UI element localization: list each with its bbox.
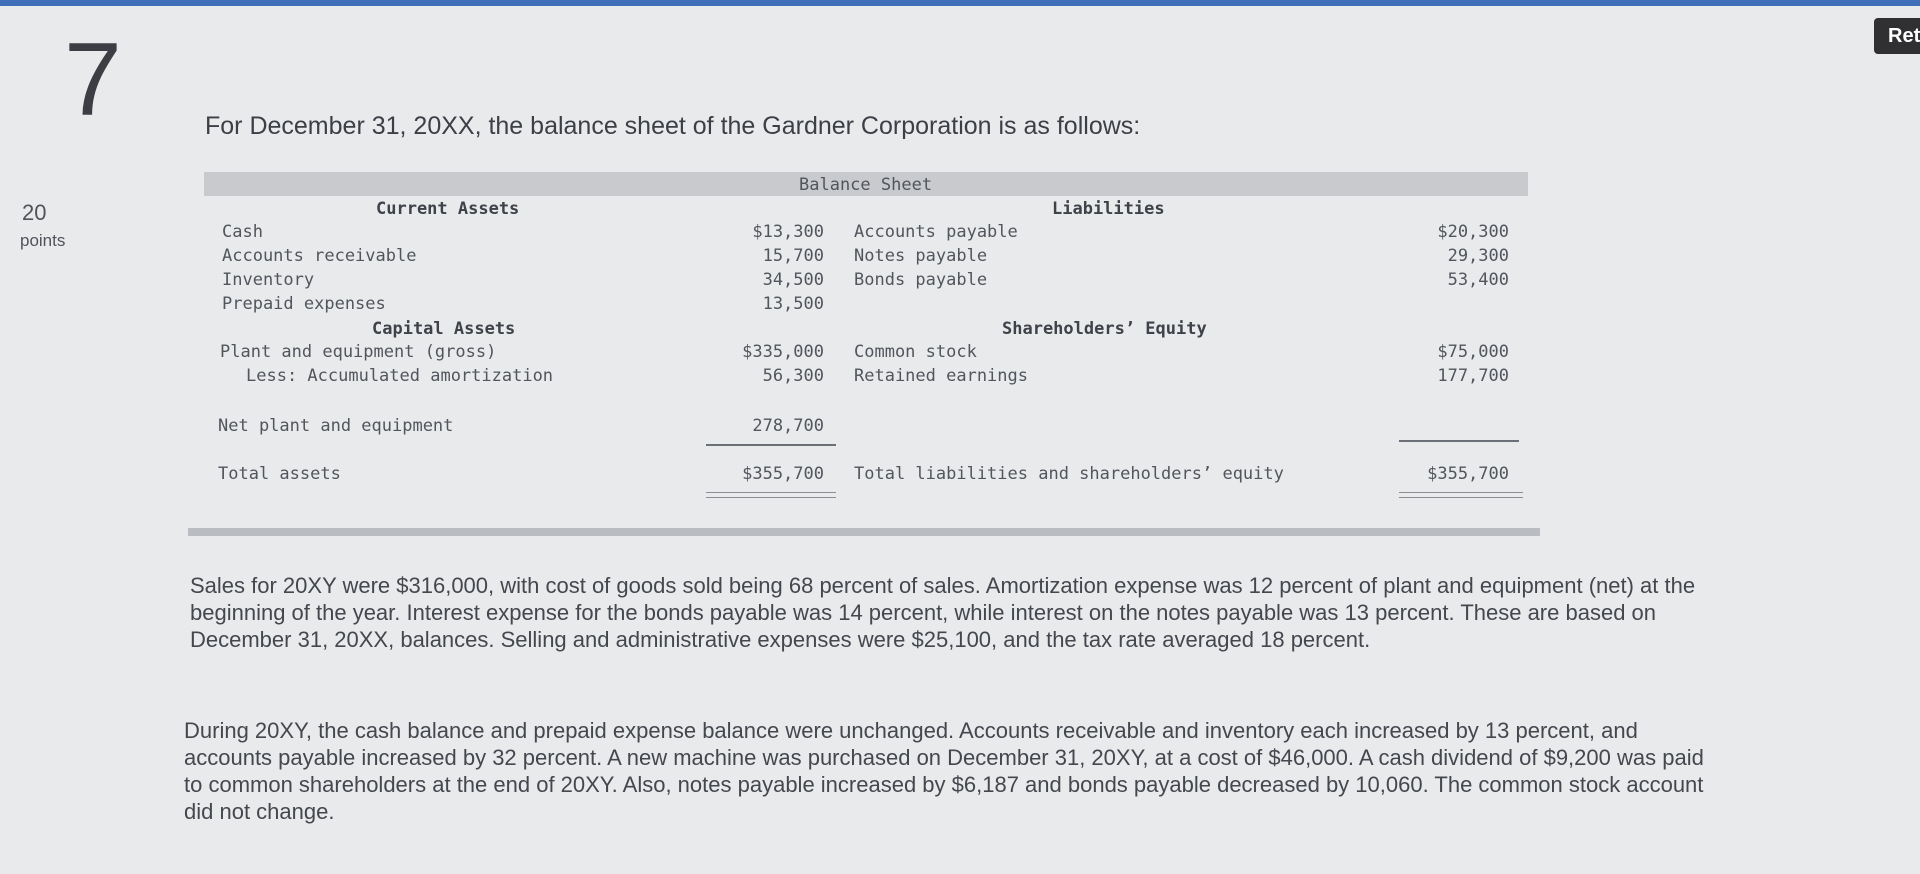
value-plant-equipment: $335,000: [742, 342, 824, 362]
row-label-prepaid-expenses: Prepaid expenses: [222, 294, 386, 314]
question-intro: For December 31, 20XX, the balance sheet of the Gardner Corporation is as follows:: [205, 112, 1141, 140]
row-label-total-assets: Total assets: [218, 464, 341, 484]
capital-assets-header: Capital Assets: [372, 319, 516, 339]
value-accumulated-amortization: 56,300: [762, 366, 824, 386]
row-label-notes-payable: Notes payable: [854, 246, 988, 266]
row-label-plant-equipment: Plant and equipment (gross): [220, 342, 497, 362]
points-label: points: [20, 231, 66, 250]
balance-sheet-title: Balance Sheet: [799, 175, 933, 195]
paragraph-changes-info: During 20XY, the cash balance and prepaid expense balance were unchanged. Accounts receivable and inventory each increased by 13 percent, and accounts payable increased by 32 percent. A new machine was purchased on December 31, 20XY, at a cost of $46,000. A cash dividend of $9,200 was paid to common shareholders at the end of 20XY. Also, notes payable increased by $6,187 and bonds payable decreased by 10,060. The common stock account did not change.: [184, 718, 1704, 824]
row-label-net-plant: Net plant and equipment: [218, 416, 454, 436]
paragraph-sales-info: Sales for 20XY were $316,000, with cost of goods sold being 68 percent of sales. Amortization expense was 12 percent of plant and equipment (net) at the beginning of the year. Interest expense for the bonds payable was 14 percent, while interest on the notes payable was 13 percent. These are based on December 31, 20XX, balances. Selling and administrative expenses were $25,100, and the tax rate averaged 18 percent.: [190, 573, 1696, 652]
value-total-assets: $355,700: [742, 464, 824, 484]
value-bonds-payable: 53,400: [1447, 270, 1509, 290]
shareholders-equity-header: Shareholders’ Equity: [1002, 319, 1207, 339]
value-total-liabilities-equity: $355,700: [1427, 464, 1509, 484]
row-label-inventory: Inventory: [222, 270, 315, 290]
balance-sheet-footer-band: [188, 528, 1540, 536]
question-number: 7: [64, 22, 122, 138]
balance-sheet-table: [204, 172, 1528, 538]
value-retained-earnings: 177,700: [1437, 366, 1509, 386]
value-prepaid-expenses: 13,500: [762, 294, 824, 314]
value-notes-payable: 29,300: [1447, 246, 1509, 266]
row-label-total-liabilities-equity: Total liabilities and shareholders’ equity: [854, 464, 1284, 484]
row-label-accounts-receivable: Accounts receivable: [222, 246, 417, 266]
row-label-accumulated-amortization: Less: Accumulated amortization: [246, 366, 554, 386]
row-label-cash: Cash: [222, 222, 263, 242]
row-label-common-stock: Common stock: [854, 342, 977, 362]
subtotal-rule-right: [1399, 440, 1519, 442]
value-accounts-receivable: 15,700: [762, 246, 824, 266]
row-label-bonds-payable: Bonds payable: [854, 270, 988, 290]
subtotal-rule-left: [706, 444, 836, 446]
value-common-stock: $75,000: [1437, 342, 1509, 362]
points-value: 20: [22, 200, 47, 225]
value-net-plant: 278,700: [752, 416, 824, 436]
liabilities-header: Liabilities: [1052, 199, 1165, 219]
top-accent-bar: [0, 0, 1920, 6]
return-button[interactable]: Ret: [1874, 18, 1920, 54]
double-rule-right: [1399, 492, 1523, 498]
value-inventory: 34,500: [762, 270, 824, 290]
current-assets-header: Current Assets: [376, 199, 520, 219]
value-cash: $13,300: [752, 222, 824, 242]
double-rule-left: [706, 492, 836, 498]
row-label-accounts-payable: Accounts payable: [854, 222, 1018, 242]
row-label-retained-earnings: Retained earnings: [854, 366, 1028, 386]
value-accounts-payable: $20,300: [1437, 222, 1509, 242]
